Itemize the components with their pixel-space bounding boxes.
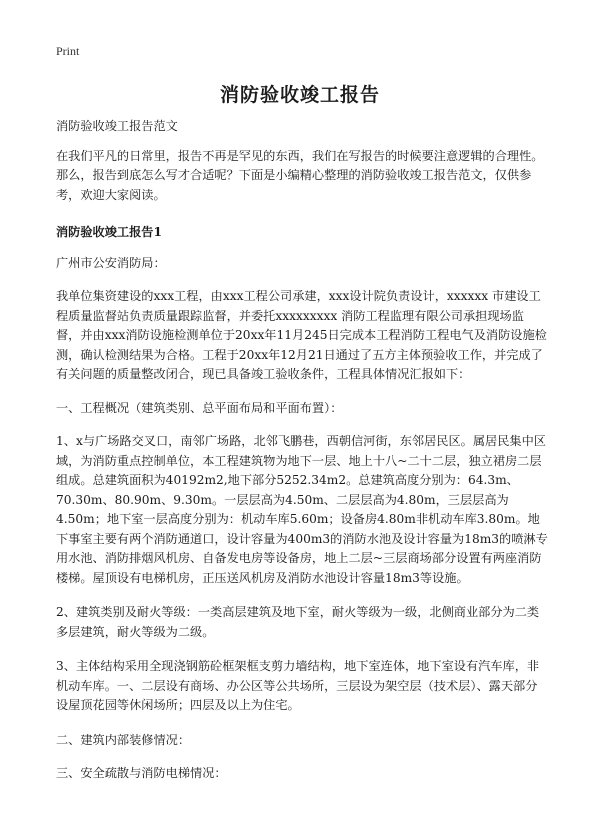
page-title: 消防验收竣工报告 <box>219 84 380 106</box>
item-one-paragraph-2: 2、建筑类别及耐火等级：一类高层建筑及地下室，耐火等级为一级，北侧商业部分为二类多层建筑，耐火等级为二级。 <box>56 605 540 639</box>
document-subtitle: 消防验收竣工报告范文 <box>56 119 178 133</box>
item-two-title: 二、建筑内部装修情况： <box>56 732 191 747</box>
item-one-paragraph-3: 3、主体结构采用全现浇钢筋砼框架框支剪力墙结构，地下室连体，地下室设有汽车库，非机动车库。一、二层设有商场、办公区等公共场所，三层设为架空层（技术层）、露天部分设屋顶花园等休闲场所；四层及以上为住宅。 <box>56 659 540 712</box>
addressee: 广州市公安消防局： <box>56 255 166 270</box>
item-one-paragraph-1: 1、x与广场路交叉口，南邻广场路，北邻飞鹏巷，西朝信河街，东邻居民区。属居民集中区域，为消防重点控制单位，本工程建筑物为地下一层、地上十八~二十二层，独立裙房二层组成。总建筑面积为40192m2,地下部分5252.34m2。总建筑高度分别为：64.3m、70.30m、80.90m、9.30m。一层层高为4.50m、二层层高为4.80m，三层层高为4.50m；地下室一层高度分别为：机动车库5.60m；设备房4.80m非机动车库3.80m。地下事室主要有两个消防通道口，设计容量为400m3的消防水池及设计容量为18m3的喷淋专用水池、消防排烟风机房、自备发电房等设备房，地上二层~三层商场部分设置有两座消防楼梯。屋顶设有电梯机房，正压送风机房及消防水池设计容量18m3等设施。 <box>56 434 548 585</box>
print-link[interactable]: Print <box>56 44 80 58</box>
body-paragraph: 我单位集资建设的xxx工程，由xxx工程公司承建，xxx设计院负责设计，xxxxxx 市建设工程质量监督站负责质量跟踪监督，并委托xxxxxxxxx 消防工程监理有限公司承担现场监督，并由xxx消防设施检测单位于20xx年11月245日完成本工程消防工程电气及消防设施检测，确认检测结果为合格。工程于20xx年12月21日通过了五方主体预验收工作，并完成了有关问题的质量整改闭合，现已具备竣工验收条件，工程具体情况汇报如下： <box>56 289 547 381</box>
document-body <box>56 117 548 798</box>
item-three-title: 三、安全疏散与消防电梯情况： <box>56 766 227 780</box>
section-heading: 消防验收竣工报告1 <box>56 225 162 239</box>
intro-paragraph: 在我们平凡的日常里，报告不再是罕见的东西，我们在写报告的时候要注意逻辑的合理性。那么，报告到底怎么写才合适呢？下面是小编精心整理的消防验收竣工报告范文，仅供参考，欢迎大家阅读。 <box>56 148 544 202</box>
item-one-title: 一、工程概况（建筑类别、总平面布局和平面布置）： <box>56 400 343 415</box>
